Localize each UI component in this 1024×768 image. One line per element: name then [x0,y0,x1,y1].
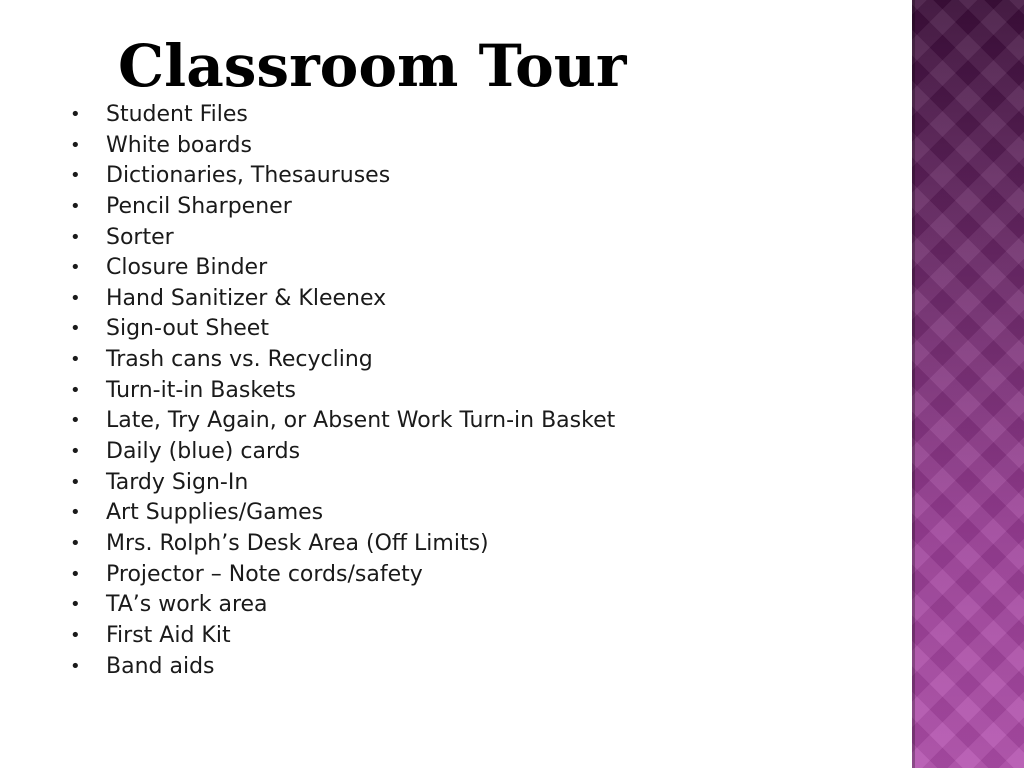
bullet-icon: • [70,532,81,554]
list-item [70,131,615,162]
list-item-text: Tardy Sign-In [106,469,249,495]
list-item [70,621,615,652]
bullet-icon: • [70,410,81,432]
list-item [70,314,615,345]
list-item-text: Mrs. Rolph’s Desk Area (Off Limits) [106,530,489,556]
list-item-text: TA’s work area [106,592,268,618]
list-item [70,100,615,131]
list-item [70,468,615,499]
list-item-text: Sign-out Sheet [106,316,269,342]
bullet-list [70,100,615,682]
bullet-icon: • [70,655,81,677]
bullet-icon: • [70,195,81,217]
bullet-icon: • [70,471,81,493]
bullet-icon: • [70,165,81,187]
bullet-icon: • [70,379,81,401]
bullet-icon: • [70,594,81,616]
list-item-text: Art Supplies/Games [106,500,324,526]
bullet-icon: • [70,134,81,156]
list-item-text: Pencil Sharpener [106,193,292,219]
decorative-side-band [912,0,1024,768]
list-item [70,498,615,529]
list-item [70,376,615,407]
bullet-icon: • [70,502,81,524]
list-item-text: Late, Try Again, or Absent Work Turn-in Basket [106,408,616,434]
list-item [70,161,615,192]
list-item-text: Projector – Note cords/safety [106,561,423,587]
slide-title: Classroom Tour [118,32,627,100]
bullet-icon: • [70,104,81,125]
list-item-text: Turn-it-in Baskets [106,377,296,403]
list-item [70,345,615,376]
list-item [70,284,615,315]
list-item-text: Band aids [106,653,215,679]
list-item-text: Dictionaries, Thesauruses [106,163,391,189]
side-band-edge [912,0,915,768]
list-item-text: Sorter [106,224,174,250]
list-item [70,529,615,560]
list-item-text: Closure Binder [106,255,268,281]
list-item [70,560,615,591]
list-item [70,437,615,468]
bullet-icon: • [70,349,81,371]
bullet-icon: • [70,318,81,340]
list-item [70,223,615,254]
list-item [70,253,615,284]
bullet-icon: • [70,226,81,248]
list-item-text: White boards [106,132,252,158]
bullet-icon: • [70,287,81,309]
bullet-icon: • [70,563,81,585]
list-item-text: Daily (blue) cards [106,439,301,465]
list-item-text: First Aid Kit [106,622,231,648]
list-item [70,406,615,437]
list-item [70,590,615,621]
list-item [70,652,615,683]
bullet-icon: • [70,257,81,279]
list-item-text: Hand Sanitizer & Kleenex [106,285,387,311]
list-item [70,192,615,223]
list-item-text: Student Files [106,102,248,127]
bullet-icon: • [70,624,81,646]
list-item-text: Trash cans vs. Recycling [106,347,373,373]
bullet-icon: • [70,441,81,463]
